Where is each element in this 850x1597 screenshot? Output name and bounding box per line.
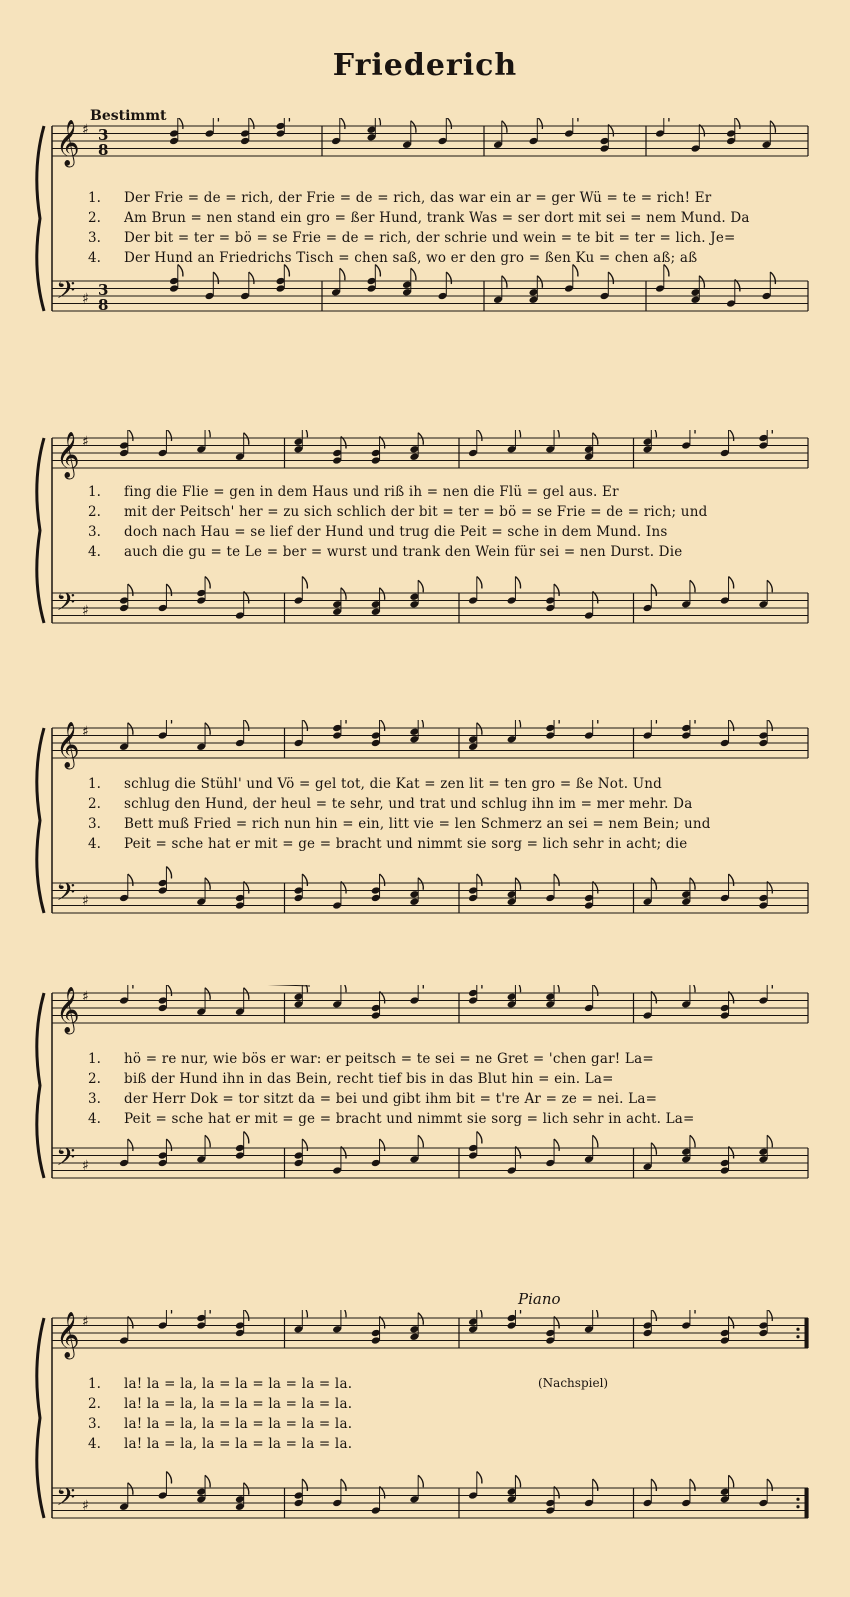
note-flag: [244, 1132, 249, 1144]
verse-line: 1. hö = re nur, wie bös er war: er peitsch = te sei = ne Gret = 'chen gar! La=: [88, 1051, 654, 1067]
note-flag: [477, 1310, 482, 1317]
note-flag: [664, 118, 669, 122]
note-flag: [770, 121, 775, 133]
verse-line: 3. Der bit = ter = bö = se Frie = de = rich, der schrie und wein = te bit = ter = lich. Je=: [88, 230, 736, 246]
note-flag: [128, 584, 133, 596]
time-signature-bottom: 8: [98, 141, 109, 159]
key-signature-sharp: ♯: [82, 1158, 89, 1174]
note-flag: [244, 1310, 249, 1321]
bass-clef: 𝄢: [56, 1483, 76, 1518]
verse-line: 4. auch die gu = te Le = ber = wurst und trank den Wein für sei = nen Durst. Die: [88, 544, 683, 560]
note-flag: [477, 985, 482, 989]
note-flag: [729, 874, 734, 886]
note-flag: [302, 1139, 307, 1151]
note-flag: [166, 985, 171, 996]
note-flag: [128, 1483, 133, 1495]
verse-line: 3. der Herr Dok = tor sitzt da = bei und gibt ihm bit = t're Ar = ze = nei. La=: [88, 1091, 658, 1107]
note-flag: [729, 720, 734, 731]
note-flag: [213, 118, 218, 122]
note-flag: [767, 430, 772, 434]
note-flag: [166, 1472, 171, 1484]
key-signature-sharp: ♯: [82, 989, 89, 1005]
note-flag: [651, 584, 656, 596]
note-flag: [244, 1483, 249, 1495]
repeat-dot: [796, 1335, 799, 1338]
note-flag: [205, 430, 210, 437]
note-flag: [477, 1132, 482, 1144]
verse-line: 2. biß der Hund ihn in das Bein, recht tief bis in das Blut hin = ein. La=: [88, 1071, 614, 1087]
bass-clef: 𝄢: [56, 1143, 76, 1178]
brace: [37, 438, 44, 623]
note-flag: [128, 874, 133, 886]
note-flag: [418, 878, 423, 890]
note-flag: [690, 580, 695, 592]
note-flag: [380, 588, 385, 600]
verse-line: 4. la! la = la, la = la = la = la = la.: [88, 1436, 353, 1452]
key-signature-sharp: ♯: [82, 291, 89, 307]
note-flag: [537, 118, 542, 129]
note-flag: [340, 268, 345, 280]
note-flag: [477, 430, 482, 441]
note-flag: [767, 1310, 772, 1321]
note-flag: [554, 720, 559, 724]
note-flag: [418, 580, 423, 592]
note-flag: [128, 723, 133, 735]
repeat-dot: [796, 1505, 799, 1508]
note-flag: [729, 430, 734, 441]
note-flag: [380, 1139, 385, 1151]
note-flag: [205, 1310, 210, 1314]
nachspiel-label: (Nachspiel): [538, 1376, 609, 1390]
music-system-1: [30, 118, 820, 333]
bass-clef: 𝄢: [56, 276, 76, 311]
note-flag: [244, 720, 249, 731]
key-signature-sharp: ♯: [82, 724, 89, 740]
note-flag: [515, 985, 520, 992]
note-flag: [244, 433, 249, 445]
note-flag: [515, 1310, 520, 1314]
verse-line: 4. Der Hund an Friedrichs Tisch = chen saß, wo er den gro = ßen Ku = chen aß; aß: [88, 250, 698, 266]
note-flag: [375, 118, 380, 125]
treble-clef: 𝄞: [56, 1312, 80, 1358]
treble-clef: 𝄞: [56, 987, 80, 1033]
note-flag: [690, 1135, 695, 1147]
music-system-2: [30, 430, 820, 645]
brace: [37, 126, 44, 311]
note-flag: [340, 118, 345, 129]
note-flag: [205, 988, 210, 1000]
tempo-marking: Bestimmt: [90, 108, 167, 124]
note-flag: [166, 584, 171, 596]
note-flag: [690, 430, 695, 434]
note-flag: [205, 1135, 210, 1147]
note-flag: [537, 276, 542, 288]
verse-line: 2. schlug den Hund, der heul = te sehr, und trat und schlug ihn im = mer mehr. Da: [88, 796, 693, 812]
note-flag: [690, 985, 695, 992]
note-flag: [651, 878, 656, 890]
note-flag: [341, 720, 346, 724]
verse-line: 4. Peit = sche hat er mit = ge = bracht und nimmt sie sorg = lich sehr in acht; die: [88, 836, 688, 852]
note-flag: [341, 1479, 346, 1491]
note-flag: [515, 1475, 520, 1487]
note-flag: [593, 720, 598, 724]
verse-line: 3. doch nach Hau = se lief der Hund und trug die Peit = sche in dem Mund. Ins: [88, 524, 668, 540]
note-flag: [380, 720, 385, 731]
key-signature-sharp: ♯: [82, 122, 89, 138]
note-flag: [418, 1135, 423, 1147]
note-flag: [502, 276, 507, 288]
key-signature-sharp: ♯: [82, 603, 89, 619]
note-flag: [411, 121, 416, 133]
music-system-5: [30, 1310, 820, 1540]
note-flag: [767, 1479, 772, 1491]
note-flag: [418, 1313, 423, 1325]
note-flag: [302, 874, 307, 886]
note-flag: [690, 1310, 695, 1314]
verse-line: 3. la! la = la, la = la = la = la = la.: [88, 1416, 353, 1432]
note-flag: [735, 118, 740, 129]
note-flag: [651, 1310, 656, 1321]
note-flag: [651, 1479, 656, 1491]
brace: [37, 993, 44, 1178]
note-flag: [341, 1310, 346, 1317]
key-signature-sharp: ♯: [82, 1314, 89, 1330]
note-flag: [128, 1139, 133, 1151]
note-flag: [651, 720, 656, 724]
verse-line: 1. schlug die Stühl' und Vö = gel tot, die Kat = zen lit = ten gro = ße Not. Und: [88, 776, 663, 792]
note-flag: [249, 272, 254, 284]
note-flag: [477, 723, 482, 735]
time-signature-bottom: 8: [98, 296, 109, 314]
note-flag: [593, 1479, 598, 1491]
note-flag: [205, 723, 210, 735]
note-flag: [205, 878, 210, 890]
note-flag: [302, 720, 307, 731]
note-flag: [729, 1475, 734, 1487]
key-signature-sharp: ♯: [82, 434, 89, 450]
note-flag: [411, 268, 416, 280]
note-flag: [729, 577, 734, 589]
note-flag: [554, 430, 559, 437]
note-flag: [502, 121, 507, 133]
treble-clef: 𝄞: [56, 722, 80, 768]
bass-clef: 𝄢: [56, 588, 76, 623]
treble-clef: 𝄞: [56, 432, 80, 478]
time-signature-top: 3: [98, 281, 109, 299]
note-flag: [244, 988, 249, 1000]
note-flag: [128, 985, 133, 989]
note-flag: [515, 577, 520, 589]
brace: [37, 1318, 44, 1518]
treble-clef: 𝄞: [56, 120, 80, 166]
verse-line: 4. Peit = sche hat er mit = ge = bracht und nimmt sie sorg = lich sehr in acht. La=: [88, 1111, 695, 1127]
note-flag: [767, 985, 772, 989]
note-flag: [477, 874, 482, 886]
note-flag: [690, 878, 695, 890]
note-flag: [446, 118, 451, 129]
verse-line: 1. la! la = la, la = la = la = la = la. (Nachspiel): [88, 1376, 609, 1392]
note-flag: [418, 985, 423, 989]
key-signature-sharp: ♯: [82, 893, 89, 909]
note-flag: [690, 720, 695, 724]
note-flag: [249, 118, 254, 129]
note-flag: [446, 272, 451, 284]
verse-line: 1. Der Frie = de = rich, der Frie = de = rich, das war ein ar = ger Wü = te = rich! Er: [88, 190, 712, 206]
note-flag: [767, 1135, 772, 1147]
note-flag: [302, 1310, 307, 1317]
note-flag: [302, 1479, 307, 1491]
note-flag: [608, 272, 613, 284]
piano-label: Piano: [518, 1290, 561, 1308]
note-flag: [380, 874, 385, 886]
note-flag: [554, 584, 559, 596]
note-flag: [651, 1143, 656, 1155]
bass-clef: 𝄢: [56, 878, 76, 913]
note-flag: [767, 720, 772, 731]
music-system-4: [30, 985, 820, 1200]
note-flag: [593, 433, 598, 445]
note-flag: [770, 272, 775, 284]
verse-line: 2. mit der Peitsch' her = zu sich schlich der bit = ter = bö = se Frie = de = rich; und: [88, 504, 708, 520]
note-flag: [593, 1310, 598, 1317]
verse-line: 1. fing die Flie = gen in dem Haus und riß ih = nen die Flü = gel aus. Er: [88, 484, 619, 500]
note-flag: [166, 1310, 171, 1314]
note-flag: [515, 878, 520, 890]
note-flag: [477, 1472, 482, 1484]
music-system-3: [30, 720, 820, 935]
note-flag: [554, 985, 559, 992]
note-flag: [205, 1475, 210, 1487]
crescendo-hairpin: [140, 985, 310, 986]
note-flag: [418, 1475, 423, 1487]
note-flag: [767, 580, 772, 592]
note-flag: [166, 430, 171, 441]
note-flag: [178, 118, 183, 129]
note-flag: [554, 874, 559, 886]
note-flag: [515, 720, 520, 727]
note-flag: [593, 1135, 598, 1147]
song-title: Friederich: [332, 48, 518, 83]
note-flag: [515, 430, 520, 437]
brace: [37, 728, 44, 913]
note-flag: [341, 588, 346, 600]
note-flag: [418, 720, 423, 727]
verse-line: 2. la! la = la, la = la = la = la = la.: [88, 1396, 353, 1412]
note-flag: [166, 1139, 171, 1151]
note-flag: [554, 1139, 559, 1151]
repeat-dot: [796, 1498, 799, 1501]
note-flag: [690, 1479, 695, 1491]
verse-line: 2. Am Brun = nen stand ein gro = ßer Hund, trank Was = ser dort mit sei = nem Mund. Da: [88, 210, 750, 226]
note-flag: [128, 430, 133, 441]
note-flag: [213, 272, 218, 284]
note-flag: [341, 985, 346, 992]
note-flag: [166, 867, 171, 879]
note-flag: [477, 577, 482, 589]
note-flag: [651, 430, 656, 437]
note-flag: [573, 118, 578, 122]
verse-line: 3. Bett muß Fried = rich nun hin = ein, litt vie = len Schmerz an sei = nem Bein; und: [88, 816, 711, 832]
note-flag: [284, 118, 289, 122]
note-flag: [166, 720, 171, 724]
note-flag: [593, 985, 598, 996]
time-signature-top: 3: [98, 126, 109, 144]
note-flag: [302, 430, 307, 437]
note-flag: [699, 276, 704, 288]
repeat-dot: [796, 1328, 799, 1331]
note-flag: [302, 577, 307, 589]
note-flag: [418, 433, 423, 445]
key-signature-sharp: ♯: [82, 1498, 89, 1514]
note-flag: [205, 577, 210, 589]
